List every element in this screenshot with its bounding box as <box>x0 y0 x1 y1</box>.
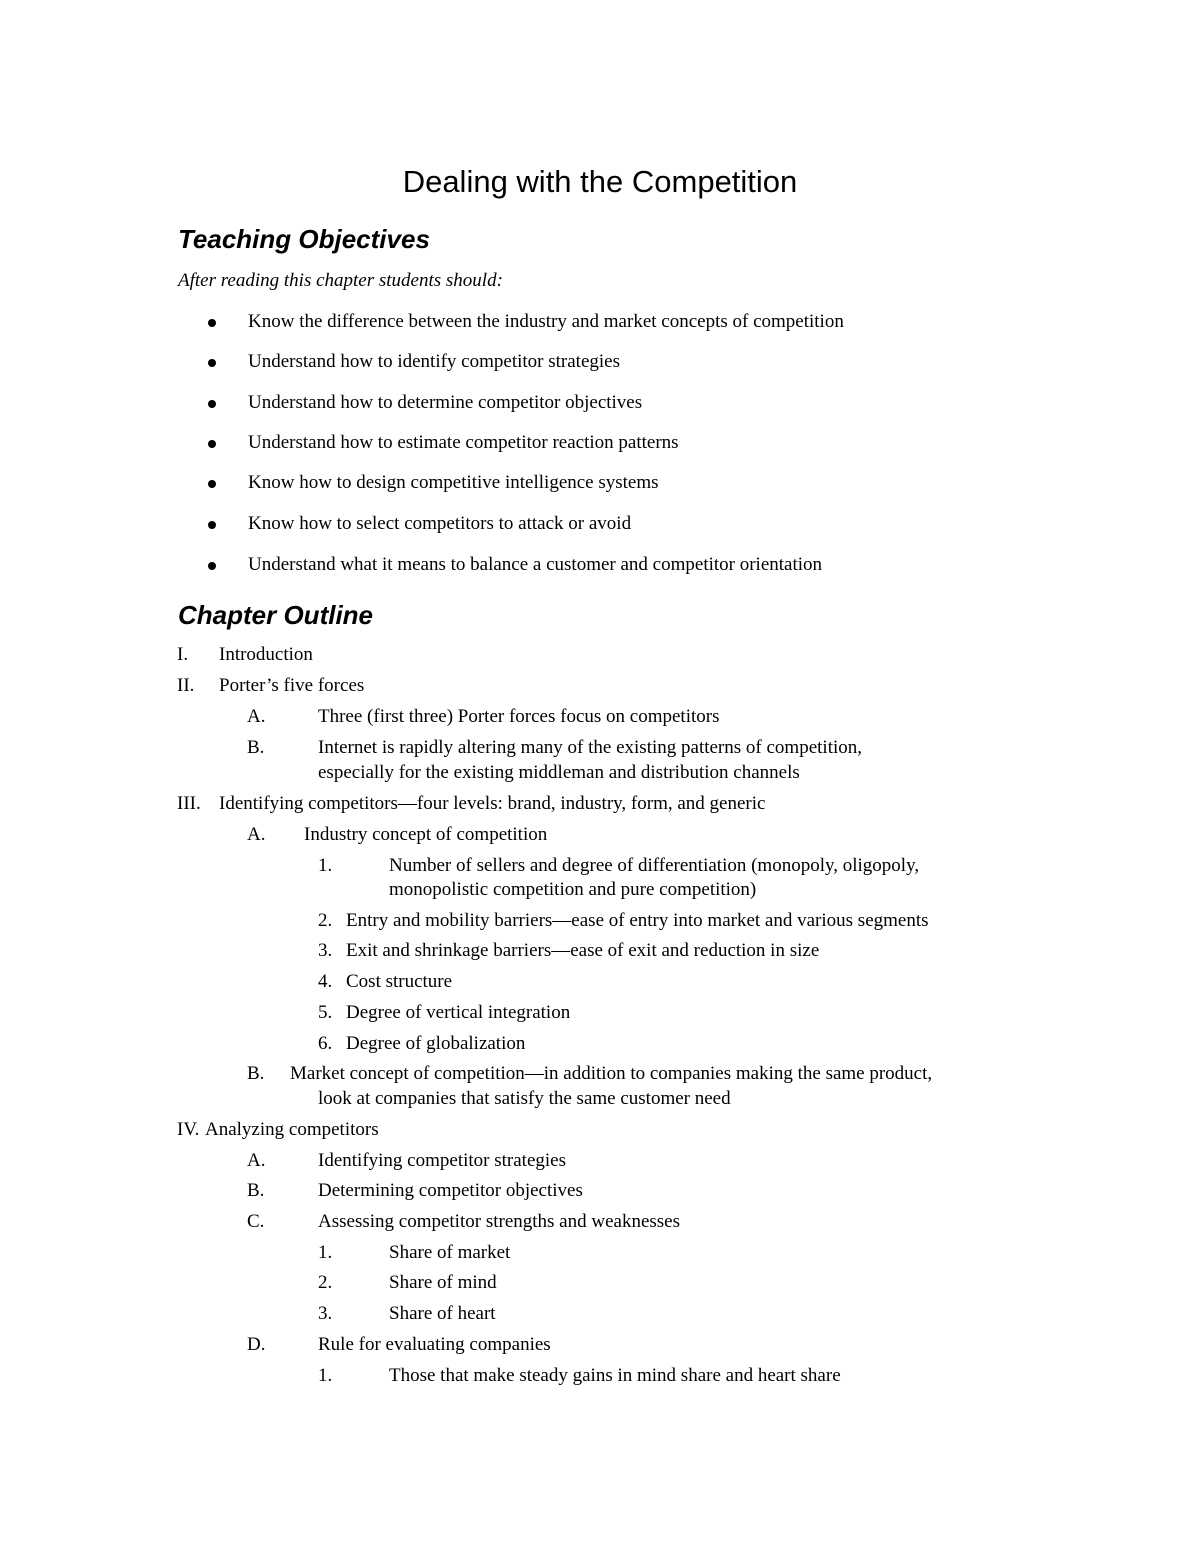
teaching-objectives-heading: Teaching Objectives <box>178 224 430 254</box>
outline-marker: B. <box>247 1063 265 1084</box>
outline-item: Assessing competitor strengths and weaknesses <box>318 1211 680 1232</box>
outline-item: Share of market <box>389 1242 511 1263</box>
bullet-icon <box>208 319 216 327</box>
outline-item: Degree of vertical integration <box>346 1002 571 1023</box>
outline-marker: 3. <box>318 1303 333 1324</box>
outline-marker: 1. <box>318 1242 333 1263</box>
bullet-icon <box>208 440 216 448</box>
outline-marker: 1. <box>318 855 333 876</box>
outline-item: Market concept of competition—in addition to companies making the same product, <box>290 1063 933 1084</box>
outline-marker: 6. <box>318 1033 333 1054</box>
outline-marker: A. <box>247 824 266 845</box>
outline-item: Identifying competitors—four levels: brand, industry, form, and generic <box>219 793 766 814</box>
outline-marker: B. <box>247 737 265 758</box>
outline-marker: IV. <box>177 1119 200 1140</box>
outline-item: Analyzing competitors <box>205 1119 379 1140</box>
outline-marker: 2. <box>318 910 333 931</box>
outline-marker: II. <box>177 675 195 696</box>
bullet-icon <box>208 562 216 570</box>
outline-item-continued: especially for the existing middleman and distribution channels <box>318 762 800 783</box>
outline-item: Industry concept of competition <box>304 824 548 845</box>
outline-marker: A. <box>247 1150 266 1171</box>
outline-item: Internet is rapidly altering many of the existing patterns of competition, <box>318 737 862 758</box>
outline-marker: 3. <box>318 940 333 961</box>
outline-item: Entry and mobility barriers—ease of entry into market and various segments <box>346 910 929 931</box>
outline-item: Exit and shrinkage barriers—ease of exit and reduction in size <box>346 940 820 961</box>
bullet-icon <box>208 400 216 408</box>
bullet-icon <box>208 359 216 367</box>
outline-item: Identifying competitor strategies <box>318 1150 566 1171</box>
chapter-outline-heading: Chapter Outline <box>178 600 374 630</box>
outline-item-continued: monopolistic competition and pure competition) <box>389 879 757 900</box>
outline-item: Three (first three) Porter forces focus on competitors <box>318 706 720 727</box>
outline-marker: 2. <box>318 1272 333 1293</box>
outline-marker: III. <box>177 793 201 814</box>
outline-item: Share of mind <box>389 1272 497 1293</box>
outline-item: Cost structure <box>346 971 453 992</box>
outline-marker: C. <box>247 1211 265 1232</box>
outline-item: Share of heart <box>389 1303 496 1324</box>
outline-item: Degree of globalization <box>346 1033 526 1054</box>
outline-marker: B. <box>247 1180 265 1201</box>
outline-marker: 5. <box>318 1002 333 1023</box>
outline-marker: I. <box>177 644 189 665</box>
outline-marker: 4. <box>318 971 333 992</box>
outline-marker: 1. <box>318 1365 333 1386</box>
outline-marker: D. <box>247 1334 266 1355</box>
objectives-intro: After reading this chapter students should: <box>178 270 503 291</box>
outline-item: Rule for evaluating companies <box>318 1334 551 1355</box>
bullet-icon <box>208 521 216 529</box>
document-page: Dealing with the Competition Teaching Objectives After reading this chapter students should: Know the difference between the industry and market concepts of competition Understand how to identify competitor strategies Understand how to determine competitor objectives Understand how to estimate competitor reaction patterns Know how to design competitive intelligence systems Know how to select competitors to attack or avoid Understand what it means to balance a customer and competitor orientation Chapter Outline I. Introduction II. Porter’s five forces A. Three (first three) Porter forces focus on competitors B. Internet is rapidly altering many of the existing patterns of competition, especially for the existing middleman and distribution channels III. Identifying competitors—four levels: brand, industry, form, and generic A. Industry concept of competition 1. Number of sellers and degree of differentiation (monopoly, oligopoly, monopolistic competition and pure competition) 2. Entry and mobility barriers—ease of entry into market and various segments 3. Exit and shrinkage barriers—ease of exit and reduction in size 4. Cost structure 5. Degree of vertical integration 6. Degree of globalization B. Market concept of competition—in addition to companies making the same product, look at companies that satisfy the same customer need IV. Analyzing competitors A. Identifying competitor strategies B. Determining competitor objectives C. Assessing competitor strengths and weaknesses 1. Share of market 2. Share of mind 3. Share of heart D. Rule for evaluating companies 1. Those that make steady gains in mind share and heart share <box>0 0 1200 1553</box>
bullet-icon <box>208 480 216 488</box>
outline-item: Determining competitor objectives <box>318 1180 583 1201</box>
outline-marker: A. <box>247 706 266 727</box>
outline-item: Number of sellers and degree of differentiation (monopoly, oligopoly, <box>389 855 920 876</box>
outline-item-continued: look at companies that satisfy the same customer need <box>318 1088 731 1109</box>
outline-item: Those that make steady gains in mind share and heart share <box>389 1365 841 1386</box>
outline-item: Porter’s five forces <box>219 675 365 696</box>
document-title: Dealing with the Competition <box>402 164 798 199</box>
outline-item: Introduction <box>219 644 313 665</box>
